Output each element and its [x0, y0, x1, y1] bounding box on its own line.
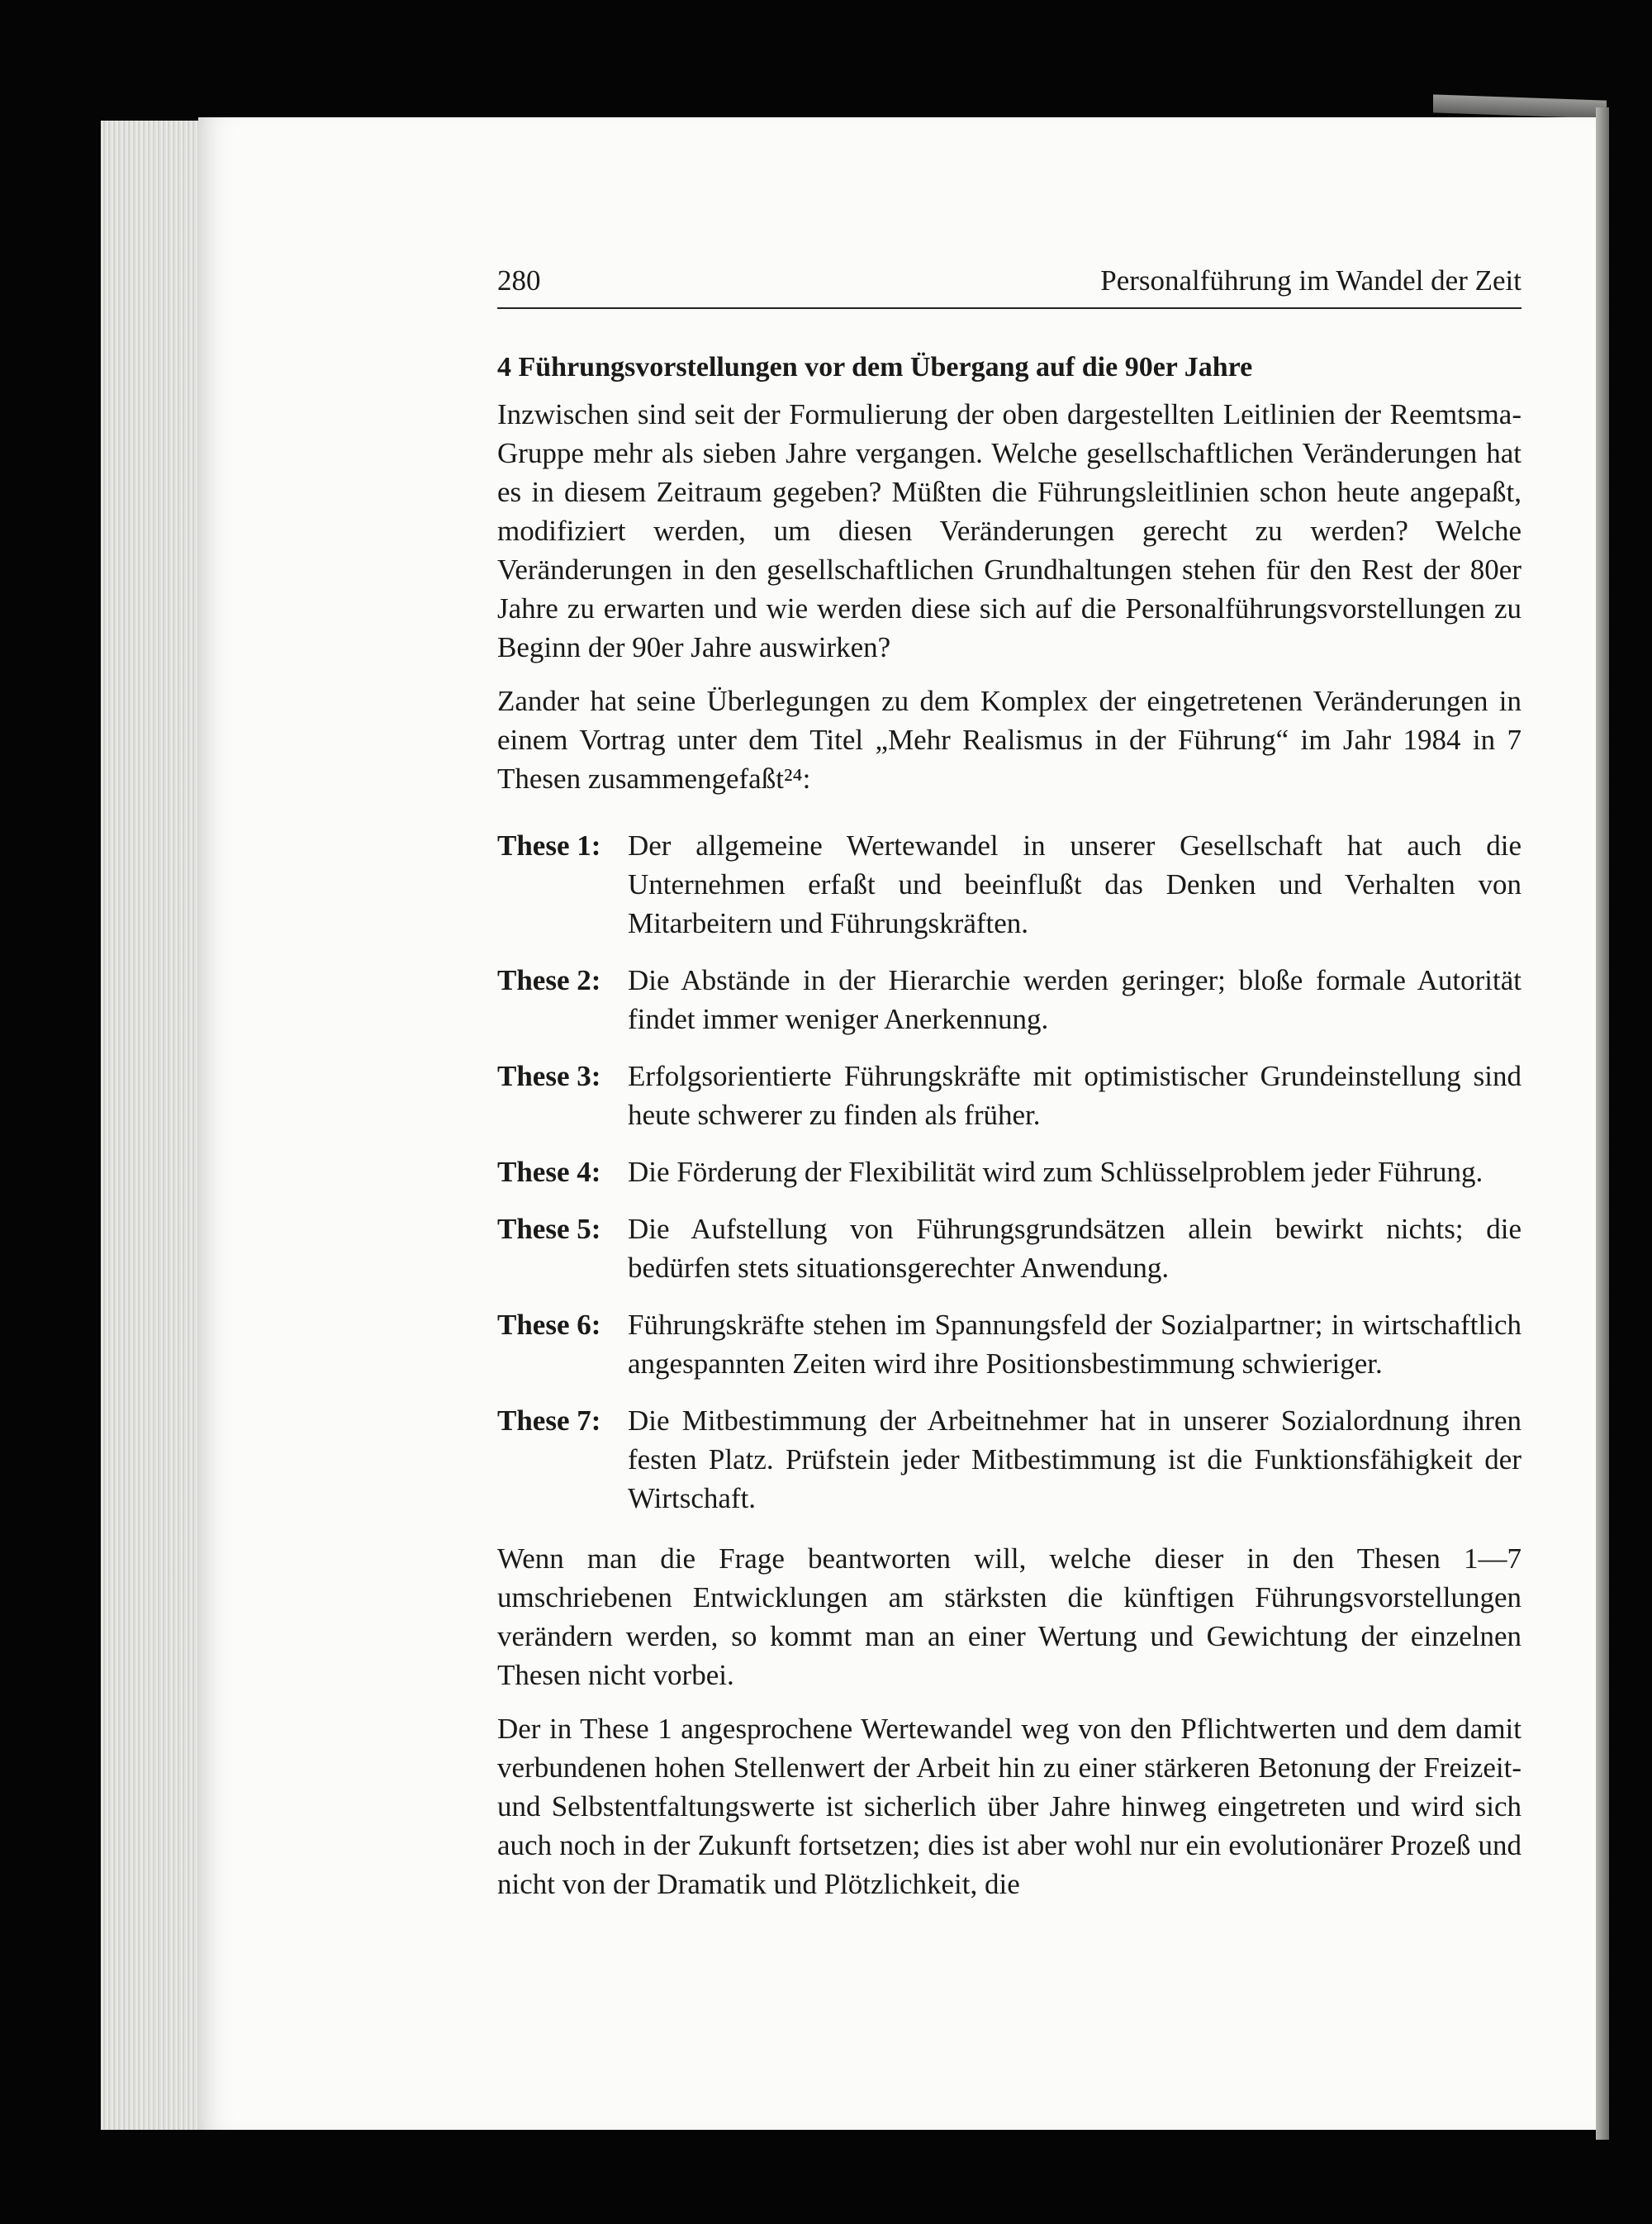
running-title: Personalführung im Wandel der Zeit: [1100, 264, 1521, 297]
thesis-text: Führungskräfte stehen im Spannungsfeld der Sozialpartner; in wirtschaftlich angespannten Zeiten wird ihre Positionsbestimmung schwieriger.: [628, 1309, 1521, 1380]
thesis-label: These 5:: [497, 1213, 601, 1245]
thesis-item: [497, 1057, 1521, 1134]
thesis-label: These 4:: [497, 1156, 601, 1188]
page-number: 280: [497, 264, 541, 297]
body-paragraph: Zander hat seine Überlegungen zu dem Komplex der eingetretenen Veränderungen in einem Vortrag unter dem Titel „Mehr Realismus in der Führung“ im Jahr 1984 in 7 Thesen zusammengefaßt²⁴:: [497, 685, 1521, 795]
book-page-right-edge: [1596, 107, 1609, 2140]
thesis-item: [497, 1209, 1521, 1287]
thesis-text: Die Aufstellung von Führungsgrundsätzen allein bewirkt nichts; die bedürfen stets situationsgerechter Anwendung.: [628, 1213, 1521, 1284]
section-heading: 4 Führungsvorstellungen vor dem Übergang auf die 90er Jahre: [497, 352, 1253, 383]
thesis-label: These 1:: [497, 829, 601, 862]
body-paragraph: Wenn man die Frage beantworten will, welche dieser in den Thesen 1—7 umschriebenen Entwicklungen am stärksten die künftigen Führungsvorstellungen verändern werden, so kommt man an einer Wertung und Gewichtung der einzelnen Thesen nicht vorbei.: [497, 1542, 1521, 1691]
page-content: [497, 264, 1521, 1918]
thesis-text: Die Förderung der Flexibilität wird zum Schlüsselproblem jeder Führung.: [628, 1156, 1483, 1188]
body-paragraph: Inzwischen sind seit der Formulierung der oben dargestellten Leitlinien der Reemtsma-Gruppe mehr als sieben Jahre vergangen. Welche gesellschaftlichen Veränderungen hat es in diesem Zeitraum gegeben? Müßten die Führungsleitlinien schon heute angepaßt, modifiziert werden, um diesen Veränderungen gerecht zu werden? Welche Veränderungen in den gesellschaftlichen Grundhaltungen stehen für den Rest der 80er Jahre zu erwarten und wie werden diese sich auf die Personalführungsvorstellungen zu Beginn der 90er Jahre auswirken?: [497, 398, 1521, 663]
thesis-item: [497, 961, 1521, 1038]
thesis-item: [497, 1305, 1521, 1383]
thesis-label: These 7:: [497, 1404, 601, 1437]
thesis-item: [497, 1401, 1521, 1518]
thesis-text: Der allgemeine Wertewandel in unserer Gesellschaft hat auch die Unternehmen erfaßt und beeinflußt das Denken und Verhalten von Mitarbeitern und Führungskräften.: [628, 829, 1521, 939]
book-page-edges: [101, 121, 208, 2130]
thesis-label: These 3:: [497, 1060, 601, 1092]
thesis-label: These 2:: [497, 964, 601, 996]
thesis-label: These 6:: [497, 1309, 601, 1341]
book-spine-edge: [1433, 94, 1607, 118]
thesis-text: Die Abstände in der Hierarchie werden geringer; bloße formale Autorität findet immer weniger Anerkennung.: [628, 964, 1521, 1035]
body-paragraph: Der in These 1 angesprochene Wertewandel weg von den Pflichtwerten und dem damit verbundenen hohen Stellenwert der Arbeit hin zu einer stärkeren Betonung der Freizeit- und Selbstentfaltungswerte ist sicherlich über Jahre hinweg eingetreten und wird sich auch noch in der Zukunft fortsetzen; dies ist aber wohl nur ein evolutionärer Prozeß und nicht von der Dramatik und Plötzlichkeit, die: [497, 1713, 1521, 1900]
theses-list: [497, 826, 1521, 1518]
thesis-item: [497, 826, 1521, 943]
thesis-text: Erfolgsorientierte Führungskräfte mit optimistischer Grundeinstellung sind heute schwerer zu finden als früher.: [628, 1060, 1521, 1131]
thesis-text: Die Mitbestimmung der Arbeitnehmer hat in unserer Sozialordnung ihren festen Platz. Prüfstein jeder Mitbestimmung ist die Funktionsfähigkeit der Wirtschaft.: [628, 1404, 1521, 1514]
thesis-item: [497, 1152, 1521, 1191]
running-header: [497, 264, 1521, 309]
